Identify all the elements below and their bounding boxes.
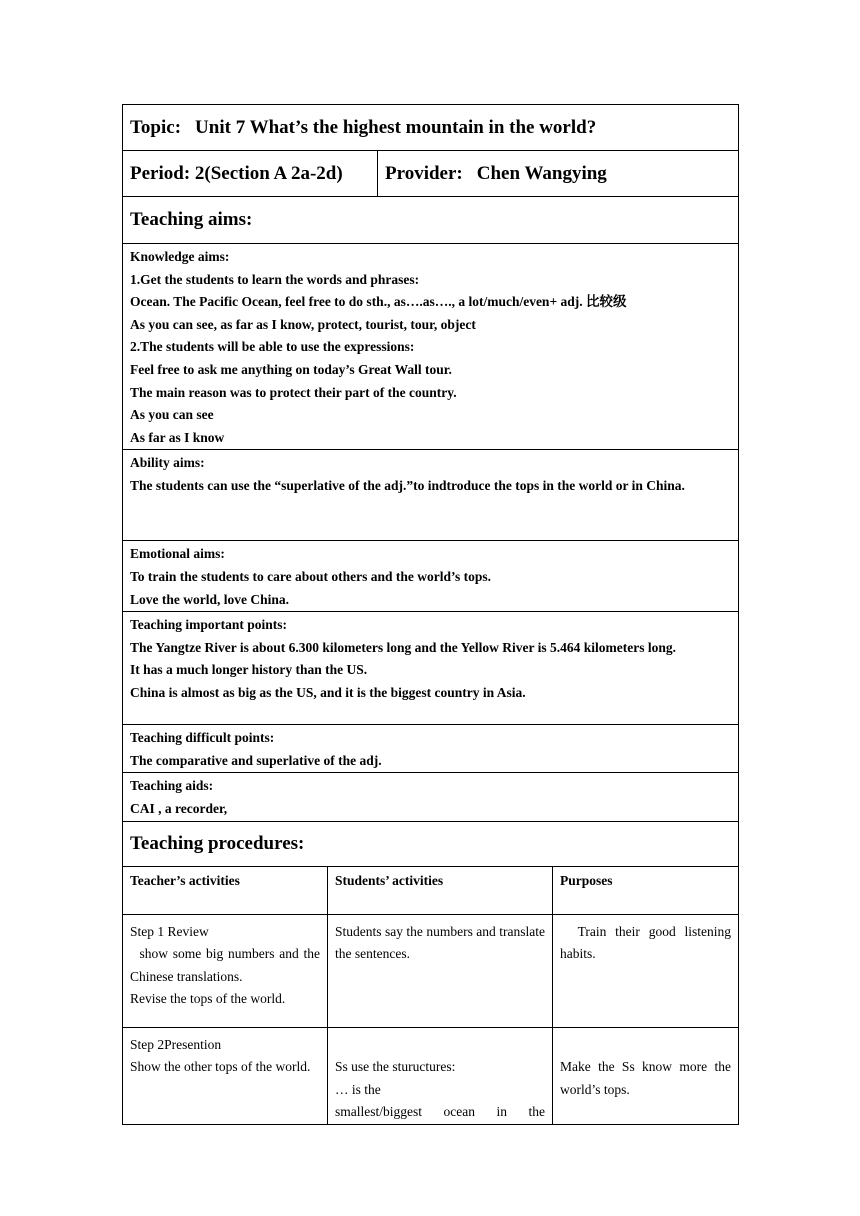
students-activity-cell [328,1027,553,1124]
difficult-points-section [123,725,739,773]
provider-cell [378,151,739,197]
teaching-aids-title: Teaching aids: [130,778,214,794]
emotional-line: To train the students to care about others and the world’s tops. [130,568,492,584]
purpose-text: Train their good listening habits. [560,923,735,962]
lesson-plan-page [122,104,738,1125]
emotional-aims-section [123,541,739,612]
table-row [123,914,739,1027]
teacher-activity-text: Revise the tops of the world. [130,991,286,1007]
important-point-text: The Yangtze River is about 6.300 kilometers long and the Yellow River is 5.464 kilometers long. [130,639,676,655]
step-title: Step 2Presention [130,1036,222,1052]
topic-value: Unit 7 What’s the highest mountain in the world? [195,116,597,138]
topic-label: Topic: [130,116,182,138]
purpose-cell [553,914,739,1027]
knowledge-line: The main reason was to protect their part of the country. [130,384,457,400]
ability-aims-title: Ability aims: [130,455,205,471]
spacer [335,1034,545,1057]
spacer [560,1034,731,1057]
students-activity-text: … is the [335,1081,381,1097]
knowledge-line: 1.Get the students to learn the words and phrases: [130,271,420,287]
students-activity-text: Ss use the stuructures: [335,1059,456,1075]
difficult-points-title: Teaching difficult points: [130,730,275,746]
teaching-aims-title: Teaching aims: [130,209,253,230]
knowledge-line: As you can see, as far as I know, protect, tourist, tour, object [130,316,476,332]
purpose-text: Make the Ss know more the world’s tops. [560,1059,731,1097]
procedures-heading [123,821,739,866]
lesson-plan-table [122,104,739,867]
step-title: Step 1 Review [130,923,209,939]
column-header: Teacher’s activities [123,866,328,914]
important-points-section [123,612,739,725]
ability-aims-text: The students can use the “superlative of the adj.”to indtroduce the tops in the world or in China. [130,477,685,493]
important-point-text: China is almost as big as the US, and it is the biggest country in Asia. [130,684,526,700]
table-row [123,1027,739,1124]
knowledge-line: As you can see [130,407,214,423]
knowledge-line: As far as I know [130,429,225,445]
period-cell [123,151,378,197]
students-activity-text: Students say the numbers and translate the sentences. [335,923,545,962]
knowledge-line: 2.The students will be able to use the expressions: [130,339,415,355]
important-points-title: Teaching important points: [130,617,288,633]
difficult-points-text: The comparative and superlative of the adj. [130,752,382,768]
teacher-activity-text: show some big numbers and the Chinese translations. [130,946,324,984]
provider-value: Chen Wangying [476,162,607,184]
knowledge-aims-title: Knowledge aims: [130,249,230,264]
procedures-header-row [123,866,739,914]
teacher-activity-cell [123,1027,328,1124]
knowledge-line: Ocean. The Pacific Ocean, feel free to do sth., as….as…., a lot/much/even+ adj. 比较级 [130,294,627,310]
ability-aims-section [123,450,739,541]
students-activity-cell [328,914,553,1027]
students-activity-text: smallest/biggest ocean in the [335,1104,545,1120]
procedures-table [122,866,739,1125]
teaching-aids-text: CAI , a recorder, [130,800,228,816]
teacher-activity-text: Show the other tops of the world. [130,1059,311,1075]
purpose-cell [553,1027,739,1124]
teaching-aims-heading [123,197,739,244]
emotional-aims-title: Emotional aims: [130,546,225,562]
knowledge-aims-section [123,244,739,450]
column-header: Purposes [553,866,739,914]
column-header: Students’ activities [328,866,553,914]
teacher-activity-cell [123,914,328,1027]
emotional-line: Love the world, love China. [130,591,290,607]
important-point-text: It has a much longer history than the US. [130,662,368,678]
teaching-aids-section [123,773,739,821]
topic-row [123,105,739,151]
knowledge-line: Feel free to ask me anything on today’s Great Wall tour. [130,361,452,377]
provider-label: Provider: [385,162,463,184]
procedures-title: Teaching procedures: [130,832,305,854]
period-label: Period: 2(Section A 2a-2d) [130,162,343,184]
